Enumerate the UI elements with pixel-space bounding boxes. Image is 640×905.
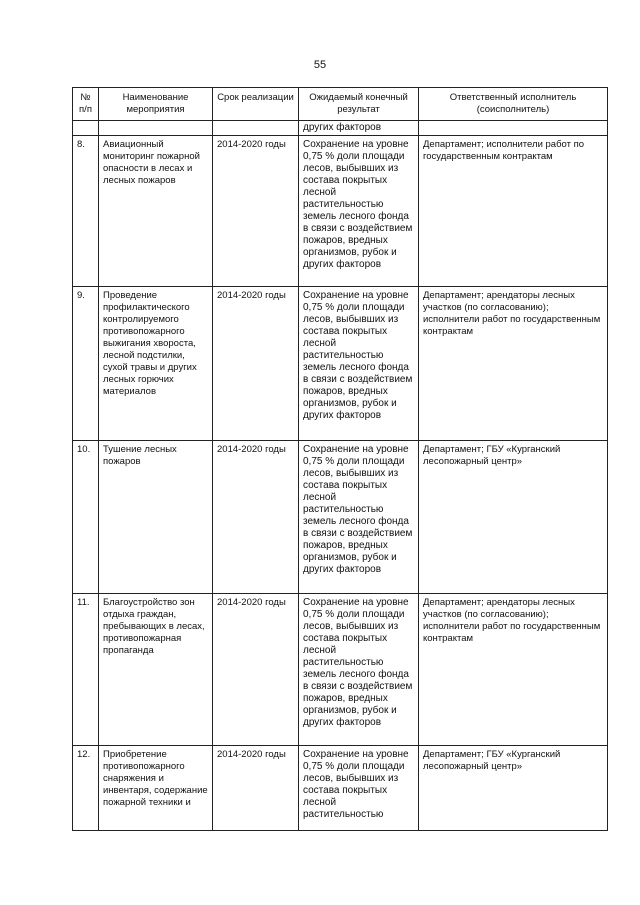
row-result: Сохранение на уровне 0,75 % доли площади лесов, выбывших из состава покрытых лесной растительностью земель лесного фонда в связи с воздействием пожаров, вредных организмов, рубок и других факторов [299,287,419,441]
continuation-text: других факторов [299,121,419,136]
row-responsible: Департамент; ГБУ «Курганский лесопожарный центр» [419,746,608,831]
table-row [73,287,608,441]
row-result: Сохранение на уровне 0,75 % доли площади лесов, выбывших из состава покрытых лесной растительностью земель лесного фонда в связи с воздействием пожаров, вредных организмов, рубок и других факторов [299,594,419,746]
row-num: 10. [73,441,99,594]
table-row [73,594,608,746]
row-result: Сохранение на уровне 0,75 % доли площади лесов, выбывших из состава покрытых лесной растительностью [299,746,419,831]
header-result: Ожидаемый конечный результат [299,88,419,121]
table-row [73,441,608,594]
measures-table [72,87,608,831]
table-header-row [73,88,608,121]
row-name: Тушение лесных пожаров [99,441,213,594]
row-responsible: Департамент; арендаторы лесных участков (по согласованию); исполнители работ по государственным контрактам [419,287,608,441]
header-num: № п/п [73,88,99,121]
row-name: Авиационный мониторинг пожарной опасности в лесах и лесных пожаров [99,136,213,287]
table-row [73,746,608,831]
row-responsible: Департамент; ГБУ «Курганский лесопожарный центр» [419,441,608,594]
row-name: Проведение профилактического контролируемого противопожарного выжигания хвороста, лесной подстилки, сухой травы и других лесных горючих материалов [99,287,213,441]
header-term: Срок реализации [213,88,299,121]
header-responsible: Ответственный исполнитель (соисполнитель) [419,88,608,121]
page-number: 55 [313,59,327,71]
row-responsible: Департамент; арендаторы лесных участков (по согласованию); исполнители работ по государственным контрактам [419,594,608,746]
row-result: Сохранение на уровне 0,75 % доли площади лесов, выбывших из состава покрытых лесной растительностью земель лесного фонда в связи с воздействием пожаров, вредных организмов, рубок и других факторов [299,136,419,287]
row-num: 9. [73,287,99,441]
row-num: 11. [73,594,99,746]
continuation-row [73,121,608,136]
row-num: 8. [73,136,99,287]
row-name: Приобретение противопожарного снаряжения и инвентаря, содержание пожарной техники и [99,746,213,831]
row-result: Сохранение на уровне 0,75 % доли площади лесов, выбывших из состава покрытых лесной растительностью земель лесного фонда в связи с воздействием пожаров, вредных организмов, рубок и других факторов [299,441,419,594]
row-responsible: Департамент; исполнители работ по государственным контрактам [419,136,608,287]
row-term: 2014-2020 годы [213,746,299,831]
row-name: Благоустройство зон отдыха граждан, пребывающих в лесах, противопожарная пропаганда [99,594,213,746]
row-term: 2014-2020 годы [213,441,299,594]
row-term: 2014-2020 годы [213,136,299,287]
table-row [73,136,608,287]
header-name: Наименование мероприятия [99,88,213,121]
row-num: 12. [73,746,99,831]
row-term: 2014-2020 годы [213,287,299,441]
row-term: 2014-2020 годы [213,594,299,746]
